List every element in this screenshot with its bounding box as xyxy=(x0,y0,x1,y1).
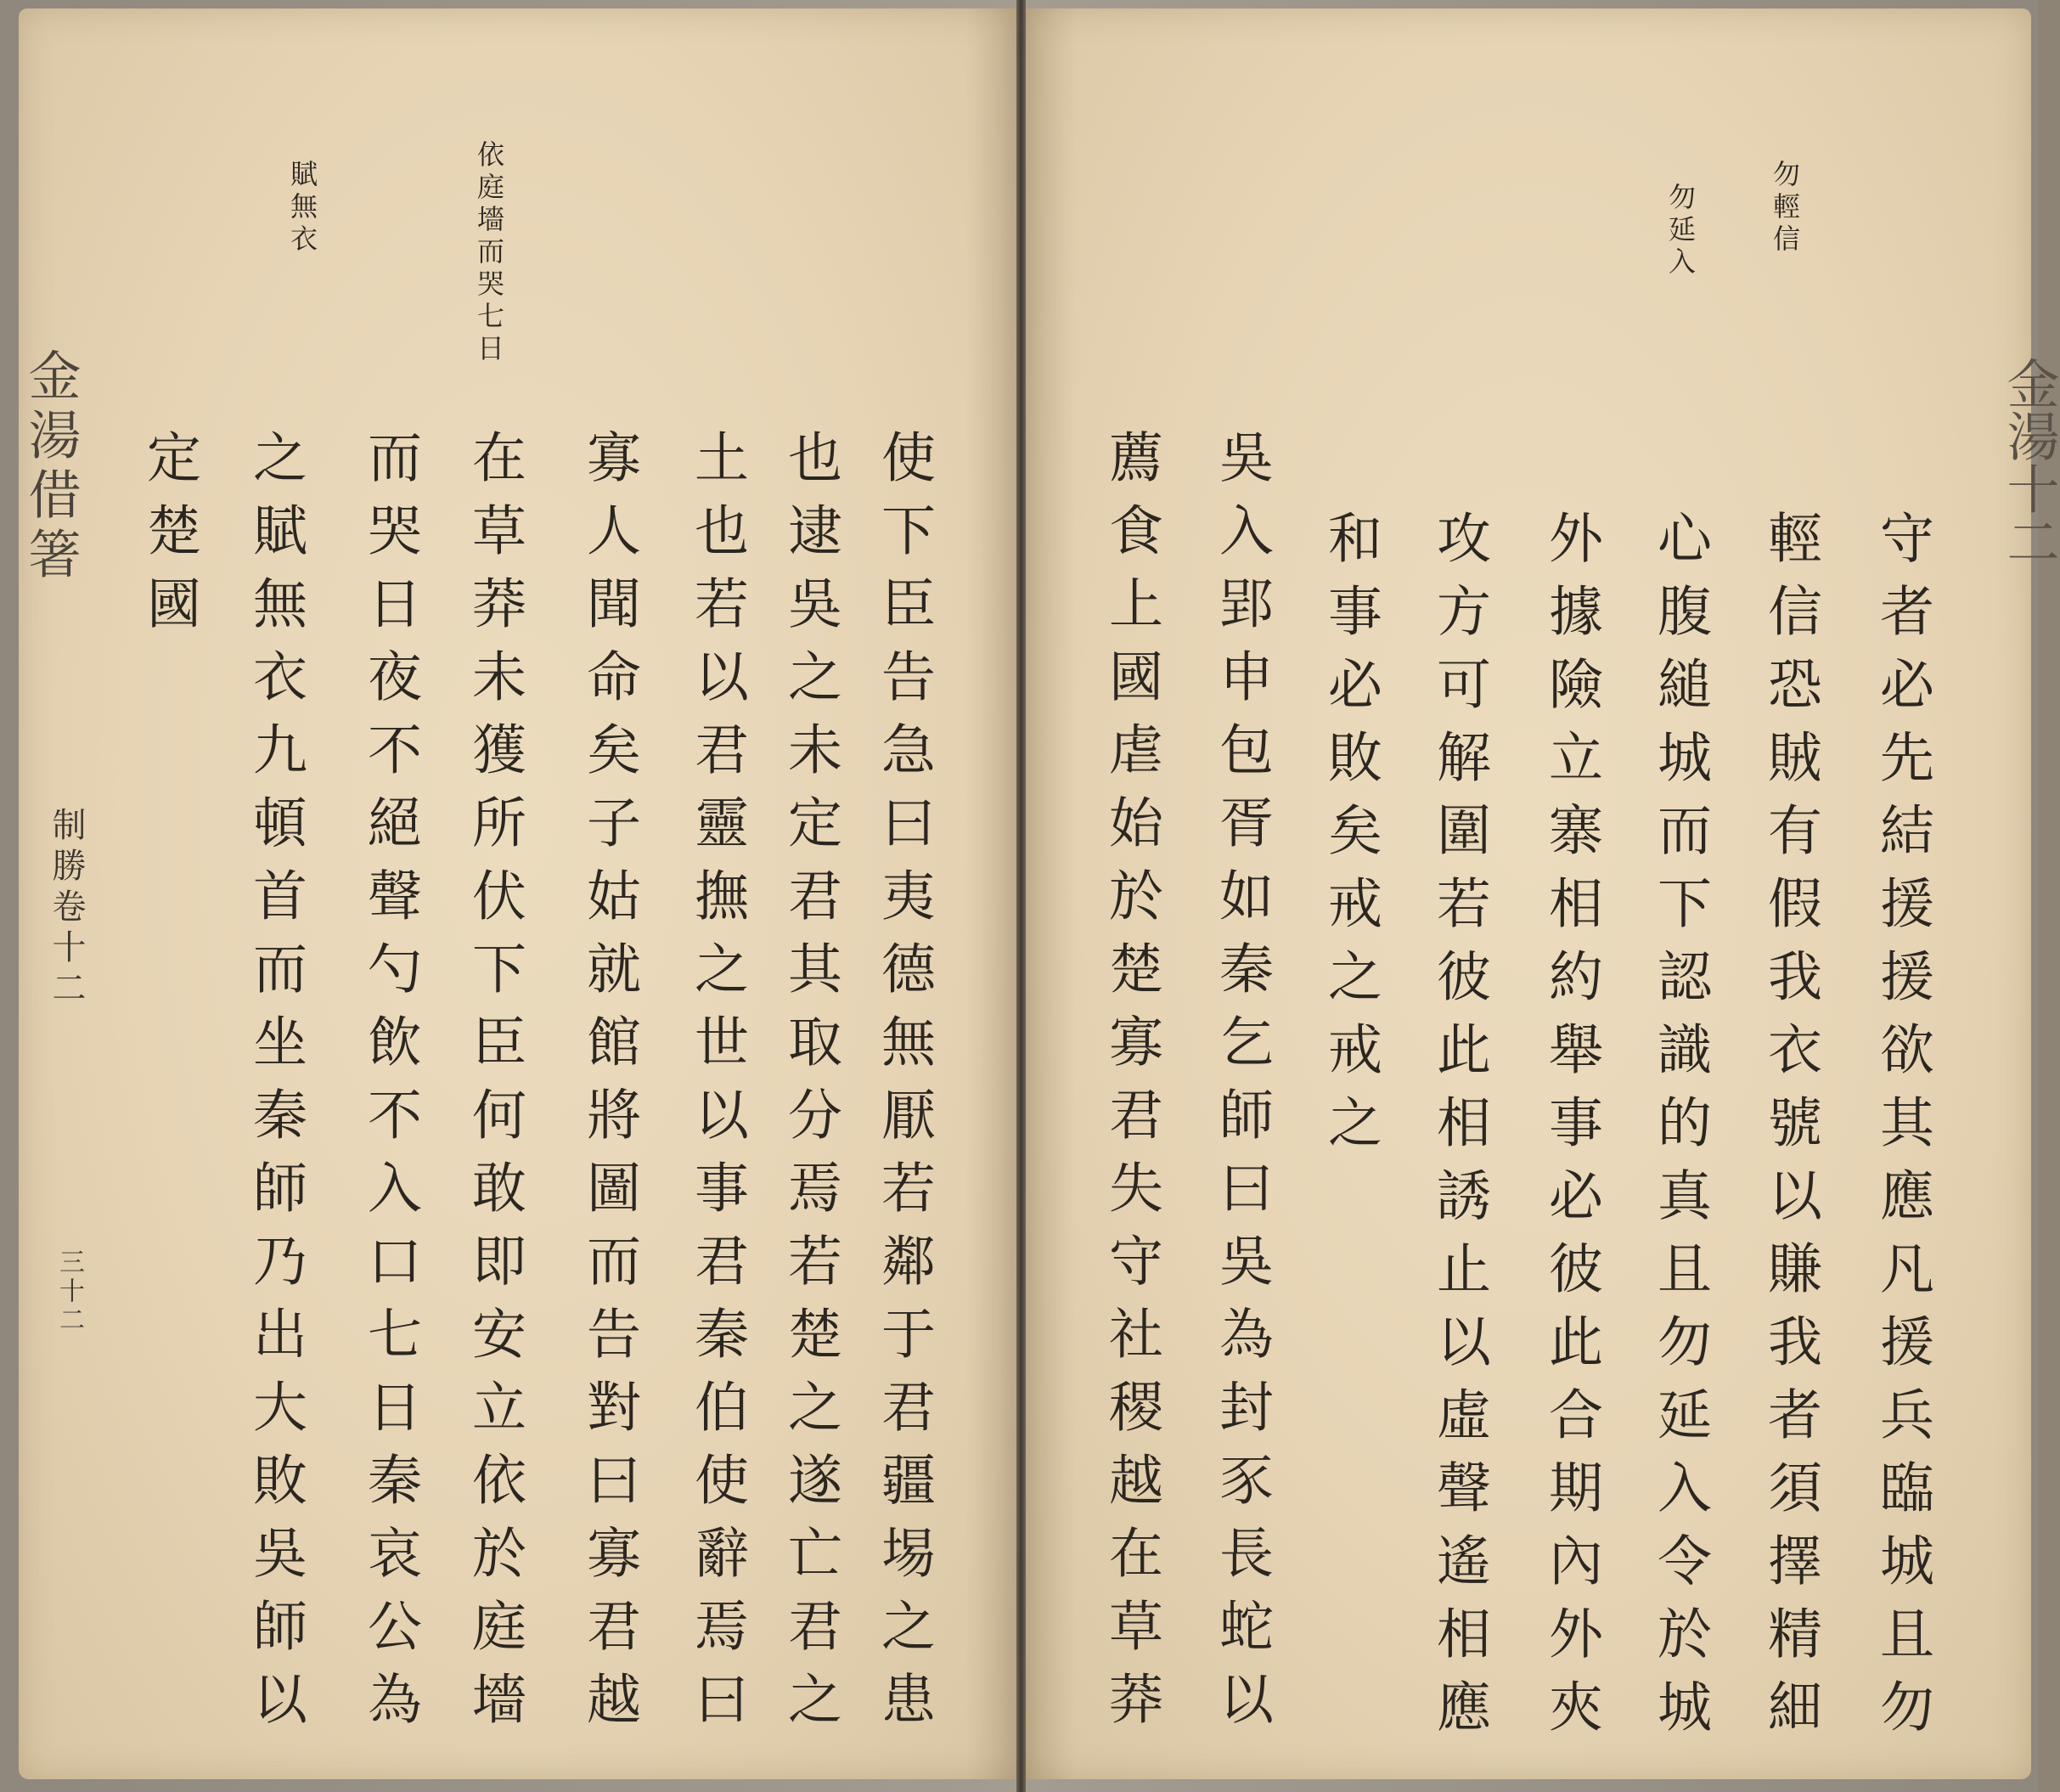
left-column-1: 使下臣告急曰夷德無厭若鄰于君疆埸之患 xyxy=(872,429,935,1744)
left-note-2: 賦無衣 xyxy=(286,160,318,256)
right-column-2: 輕信恐賊有假我衣號以賺我者須擇精細 xyxy=(1759,510,1821,1751)
book-gutter xyxy=(1016,0,1026,1792)
left-column-2: 也逮吳之未定君其取分焉若楚之遂亡君之 xyxy=(779,429,841,1744)
right-column-3: 心腹縋城而下認識的真且勿延入令於城 xyxy=(1648,510,1711,1751)
left-column-7: 之賦無衣九頓首而坐秦師乃出大敗吳師以 xyxy=(244,429,307,1744)
right-column-6: 和事必敗矣戒之戒之 xyxy=(1319,510,1382,1167)
left-column-4: 寡人聞命矣子姑就館將圖而告對曰寡君越 xyxy=(577,429,640,1744)
left-column-8: 定楚國 xyxy=(138,429,200,648)
right-column-1: 守者必先結援援欲其應凡援兵臨城且勿 xyxy=(1871,510,1933,1751)
left-column-6: 而哭日夜不絕聲勺飲不入口七日秦哀公為 xyxy=(358,429,421,1744)
right-note-1: 勿輕信 xyxy=(1769,160,1801,256)
right-column-5: 攻方可解圍若彼此相誘止以虛聲遙相應 xyxy=(1427,510,1490,1751)
left-column-5: 在草莽未獲所伏下臣何敢即安立依於庭墻 xyxy=(463,429,526,1744)
margin-book-title: 金湯借箸 xyxy=(20,348,82,586)
right-column-8: 薦食上國虐始於楚寡君失守社稷越在草莽 xyxy=(1100,429,1162,1744)
margin-folio-number: 三十二 xyxy=(54,1248,84,1335)
right-column-7: 吳入郢申包胥如秦乞師曰吳為封豕長蛇以 xyxy=(1210,429,1273,1744)
right-column-4: 外據險立寨相約舉事必彼此合期內外夾 xyxy=(1539,510,1602,1751)
left-note-1: 依庭墻而哭七日 xyxy=(473,140,505,366)
right-edge-glyphs: 金湯十二 xyxy=(1998,357,2060,567)
left-page xyxy=(19,8,1016,1779)
right-page xyxy=(1026,8,2060,1779)
left-column-3: 土也若以君靈撫之世以事君秦伯使辭焉曰 xyxy=(685,429,748,1744)
right-note-2: 勿延入 xyxy=(1664,183,1697,279)
margin-section-title: 制勝卷十二 xyxy=(47,807,86,1011)
